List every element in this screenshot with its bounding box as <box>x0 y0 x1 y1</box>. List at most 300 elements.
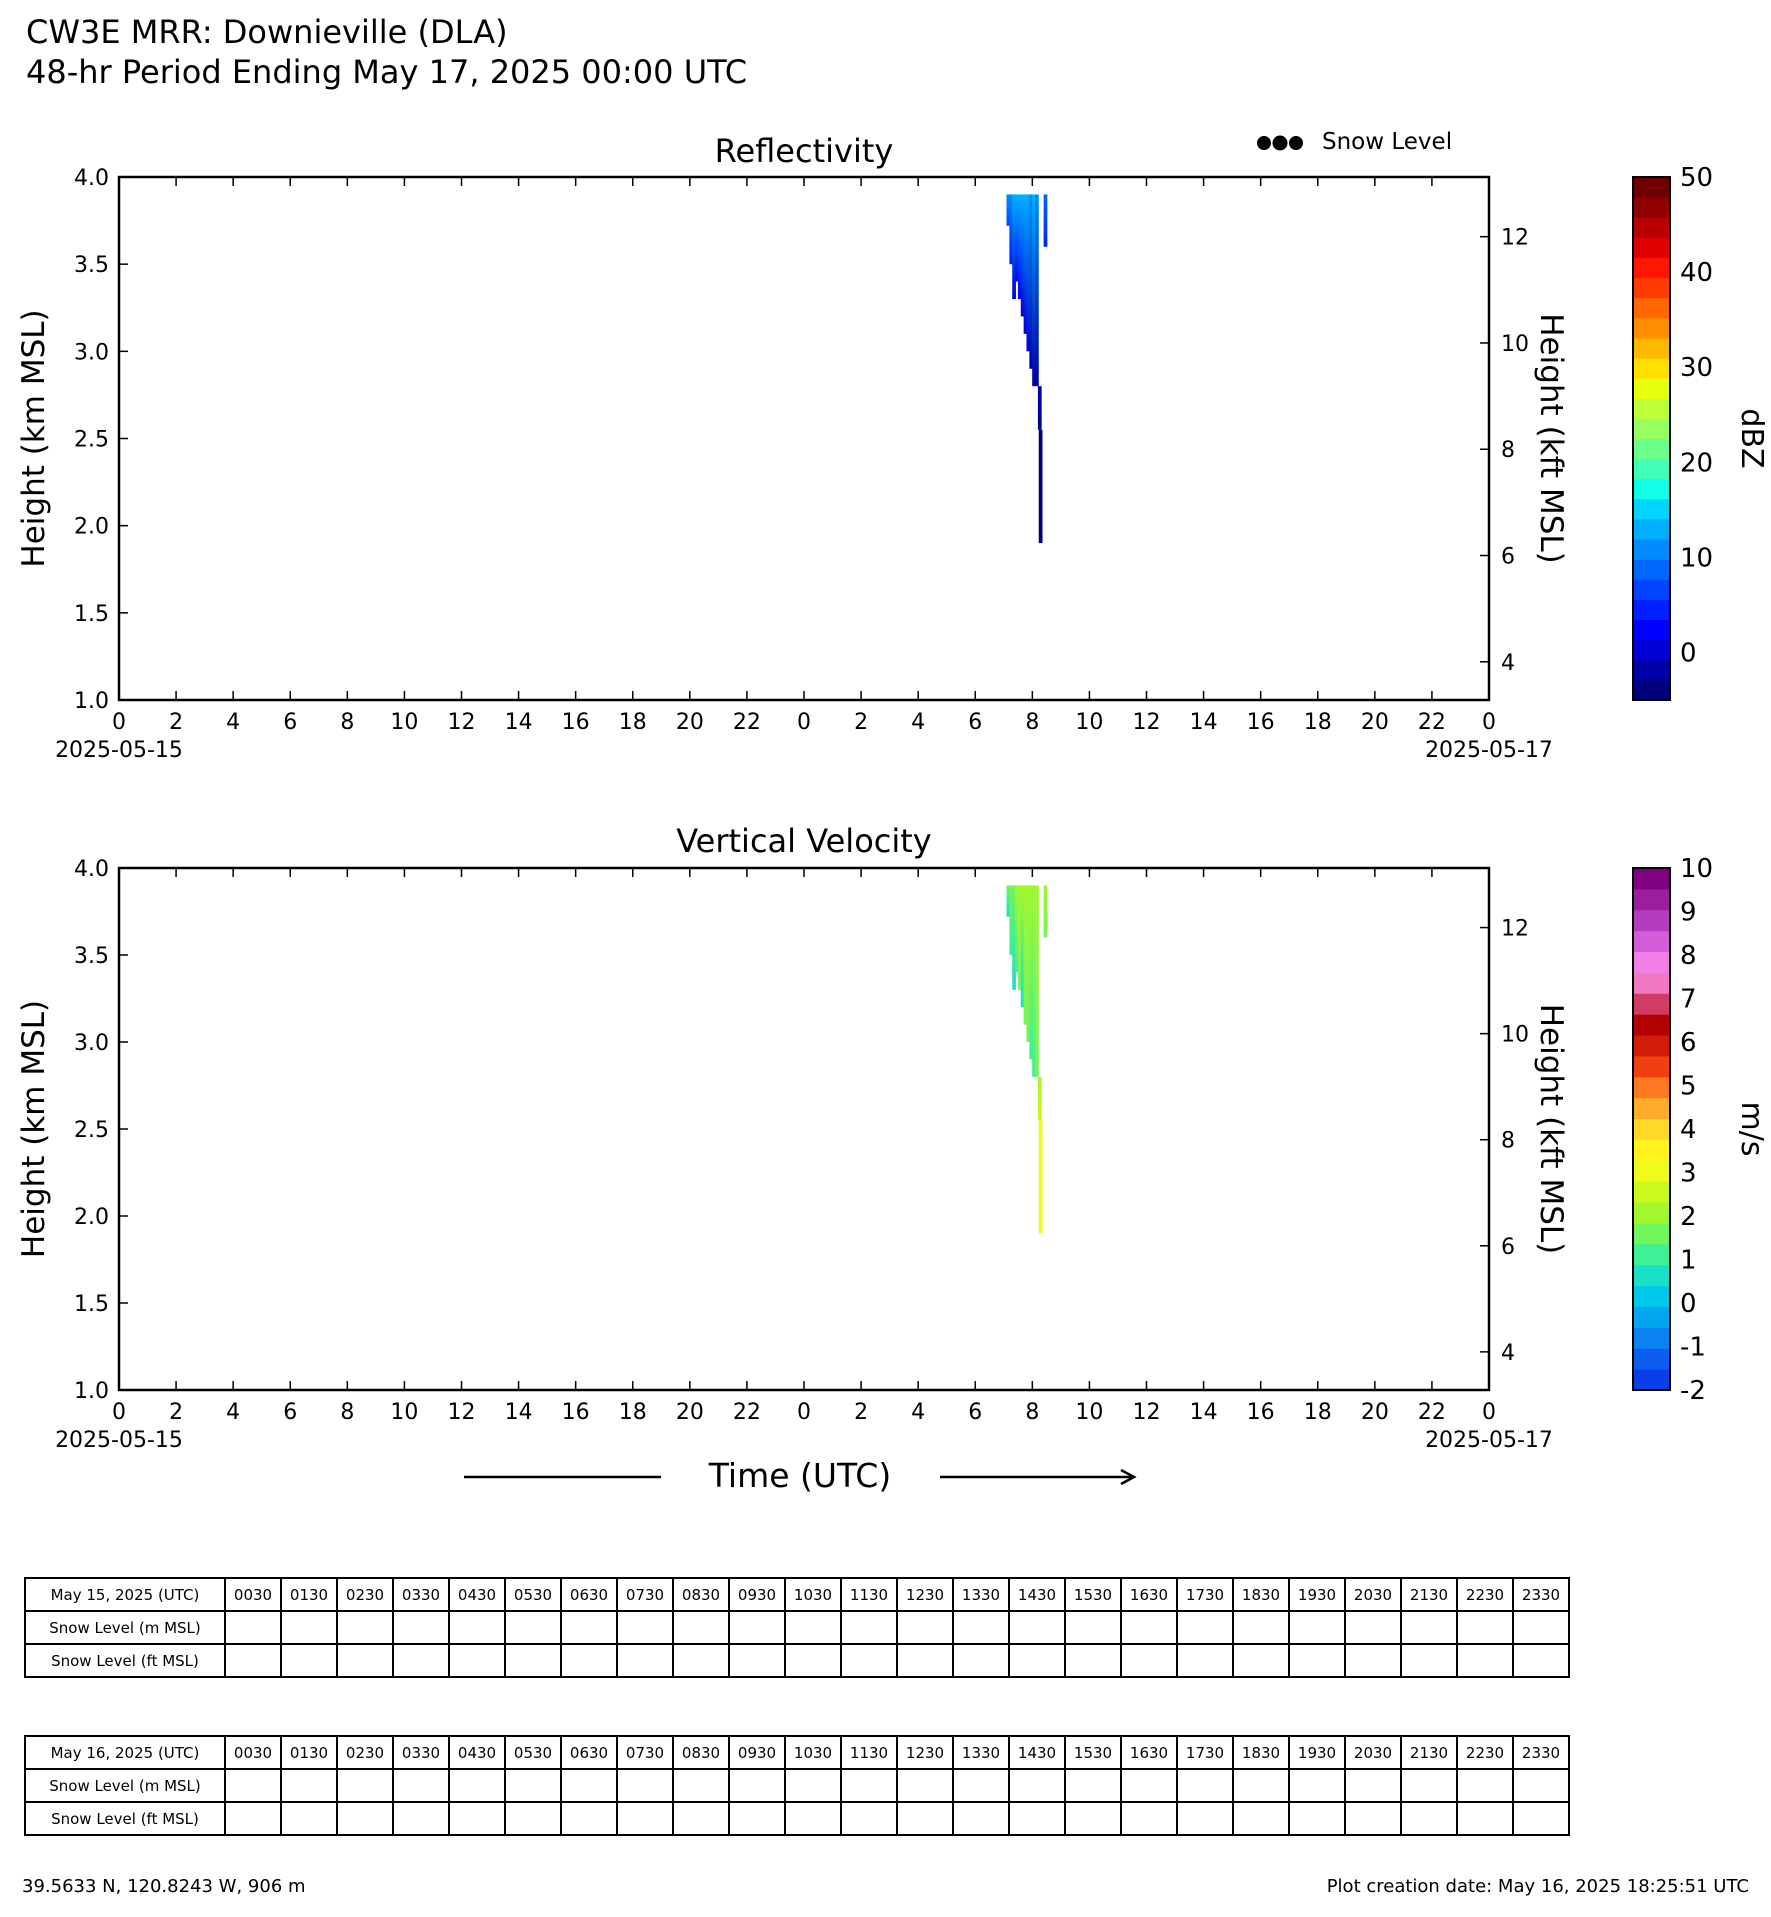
table-cell <box>841 1802 897 1835</box>
colorbar-segment <box>1633 1223 1670 1244</box>
table-cell <box>1121 1644 1177 1677</box>
colorbar-segment <box>1633 197 1670 218</box>
table-date-header: May 16, 2025 (UTC) <box>25 1736 225 1769</box>
table-header-row <box>25 1736 1569 1769</box>
colorbar-segment <box>1633 1369 1670 1390</box>
table-cell <box>337 1611 393 1644</box>
colorbar-segment <box>1633 1265 1670 1286</box>
table-cell <box>1065 1802 1121 1835</box>
x-tick-label: 4 <box>226 710 241 735</box>
colorbar-segment <box>1633 993 1670 1014</box>
x-tick-label: 16 <box>561 1400 590 1425</box>
table-cell <box>1233 1644 1289 1677</box>
table-time-header: 0930 <box>729 1736 785 1769</box>
colorbar-tick-label: 10 <box>1680 543 1714 574</box>
colorbar-tick-label: 30 <box>1680 353 1714 384</box>
table-cell <box>1345 1769 1401 1802</box>
table-time-header: 1230 <box>897 1736 953 1769</box>
y-tick-right-label: 6 <box>1501 1234 1515 1260</box>
table-cell <box>449 1769 505 1802</box>
table-time-header: 1330 <box>953 1736 1009 1769</box>
colorbar-segment <box>1633 177 1670 198</box>
table-cell <box>1513 1802 1569 1835</box>
table-cell <box>953 1644 1009 1677</box>
colorbar <box>1633 854 1769 1406</box>
table-time-header: 0030 <box>225 1578 281 1611</box>
x-tick-label: 6 <box>968 1400 983 1425</box>
colorbar-tick-label: -1 <box>1680 1332 1706 1363</box>
x-tick-label: 0 <box>797 710 811 735</box>
x-tick-label: 2 <box>169 710 184 735</box>
colorbar-tick-label: 4 <box>1680 1115 1697 1145</box>
x-tick-label: 0 <box>112 710 126 735</box>
table-cell <box>337 1644 393 1677</box>
table-time-header: 1530 <box>1065 1578 1121 1611</box>
table-cell <box>841 1769 897 1802</box>
table-cell <box>1177 1769 1233 1802</box>
table-cell <box>1009 1611 1065 1644</box>
x-tick-label: 12 <box>1132 1400 1161 1425</box>
figure-title: CW3E MRR: Downieville (DLA) <box>26 13 508 51</box>
table-cell <box>1009 1802 1065 1835</box>
colorbar-segment <box>1633 539 1670 560</box>
table-time-header: 1230 <box>897 1578 953 1611</box>
table-cell <box>1009 1644 1065 1677</box>
colorbar-segment <box>1633 278 1670 299</box>
table-cell <box>1513 1644 1569 1677</box>
colorbar-label: m/s <box>1734 1101 1769 1157</box>
table-row <box>25 1611 1569 1644</box>
x-tick-label: 22 <box>1417 1400 1446 1425</box>
colorbar-segment <box>1633 1160 1670 1181</box>
table-time-header: 2230 <box>1457 1736 1513 1769</box>
data-column <box>1035 885 1039 1076</box>
table-header-row <box>25 1578 1569 1611</box>
reflectivity-panel <box>16 132 1769 763</box>
x-tick-label: 22 <box>732 1400 761 1425</box>
table-time-header: 1830 <box>1233 1578 1289 1611</box>
colorbar-segment <box>1633 418 1670 439</box>
x-tick-label: 16 <box>1246 1400 1275 1425</box>
table-time-header: 1030 <box>785 1578 841 1611</box>
colorbar-segment <box>1633 889 1670 910</box>
y-tick-label: 3.5 <box>74 944 109 969</box>
panel-title: Reflectivity <box>714 132 894 170</box>
table-cell <box>449 1802 505 1835</box>
table-time-header: 0930 <box>729 1578 785 1611</box>
table-cell <box>393 1802 449 1835</box>
x-tick-label: 22 <box>1417 710 1446 735</box>
table-time-header: 0830 <box>673 1578 729 1611</box>
x-tick-label: 4 <box>226 1400 241 1425</box>
table-cell <box>1233 1802 1289 1835</box>
y-tick-label: 1.0 <box>74 689 109 714</box>
table-cell <box>729 1644 785 1677</box>
table-row-label: Snow Level (ft MSL) <box>25 1802 225 1835</box>
table-cell <box>1289 1769 1345 1802</box>
table-time-header: 0530 <box>505 1736 561 1769</box>
colorbar-segment <box>1633 931 1670 952</box>
table-cell <box>1401 1769 1457 1802</box>
colorbar-segment <box>1633 1098 1670 1119</box>
table-time-header: 0330 <box>393 1736 449 1769</box>
table-cell <box>953 1769 1009 1802</box>
x-tick-label: 10 <box>1075 1400 1104 1425</box>
table-cell <box>281 1611 337 1644</box>
y-tick-label: 2.0 <box>74 514 109 540</box>
table-cell <box>785 1611 841 1644</box>
x-tick-label: 12 <box>1132 710 1161 735</box>
colorbar-segment <box>1633 1202 1670 1223</box>
y-tick-right-label: 12 <box>1501 225 1529 251</box>
y-axis-right-label: Height (kft MSL) <box>1533 313 1569 564</box>
colorbar-tick-label: 0 <box>1680 638 1697 669</box>
colorbar-segment <box>1633 1348 1670 1369</box>
colorbar-tick-label: 2 <box>1680 1202 1697 1232</box>
table-cell <box>337 1802 393 1835</box>
colorbar-segment <box>1633 868 1670 889</box>
x-tick-label: 18 <box>1303 1400 1332 1425</box>
y-tick-right-label: 4 <box>1501 1340 1515 1366</box>
snow-level-marker-icon <box>1289 136 1303 150</box>
table-cell <box>785 1802 841 1835</box>
table-cell <box>1065 1769 1121 1802</box>
x-tick-label: 6 <box>968 710 983 735</box>
table-cell <box>1233 1769 1289 1802</box>
table-cell <box>337 1769 393 1802</box>
x-tick-label: 4 <box>911 710 926 735</box>
colorbar-segment <box>1633 378 1670 399</box>
table-cell <box>393 1611 449 1644</box>
x-tick-label: 18 <box>618 710 647 735</box>
y-tick-label: 3.0 <box>74 340 109 366</box>
table-cell <box>505 1769 561 1802</box>
table-cell <box>617 1802 673 1835</box>
table-time-header: 0630 <box>561 1736 617 1769</box>
snow-level-table-day2 <box>24 1735 1570 1836</box>
data-column <box>1039 1120 1043 1233</box>
colorbar-segment <box>1633 559 1670 580</box>
colorbar-segment <box>1633 318 1670 339</box>
y-tick-label: 2.5 <box>74 1118 109 1143</box>
colorbar-tick-label: 3 <box>1680 1158 1697 1189</box>
table-cell <box>897 1802 953 1835</box>
colorbar-label: dBZ <box>1734 408 1769 469</box>
table-cell <box>1121 1611 1177 1644</box>
table-cell <box>449 1611 505 1644</box>
colorbar-segment <box>1633 1181 1670 1202</box>
table-cell <box>561 1644 617 1677</box>
plot-frame <box>119 868 1489 1390</box>
table-time-header: 1930 <box>1289 1578 1345 1611</box>
colorbar-segment <box>1633 660 1670 681</box>
table-cell <box>1401 1802 1457 1835</box>
y-tick-label: 1.5 <box>74 601 109 627</box>
table-time-header: 0430 <box>449 1736 505 1769</box>
table-time-header: 1130 <box>841 1736 897 1769</box>
y-tick-right-label: 8 <box>1501 438 1515 464</box>
table-cell <box>1289 1802 1345 1835</box>
snow-level-legend <box>1257 129 1452 155</box>
table-cell <box>1401 1611 1457 1644</box>
colorbar-tick-label: 8 <box>1680 941 1697 971</box>
table-time-header: 2230 <box>1457 1578 1513 1611</box>
x-tick-label: 12 <box>447 710 476 735</box>
x-tick-label: 0 <box>1482 710 1496 735</box>
data-column <box>1044 194 1048 246</box>
y-tick-label: 3.0 <box>74 1031 109 1056</box>
table-time-header: 0130 <box>281 1736 337 1769</box>
colorbar-segment <box>1633 1244 1670 1265</box>
table-cell <box>1513 1769 1569 1802</box>
table-cell <box>393 1769 449 1802</box>
table-cell <box>841 1611 897 1644</box>
colorbar-segment <box>1633 479 1670 500</box>
colorbar-segment <box>1633 1286 1670 1307</box>
table-cell <box>1289 1611 1345 1644</box>
colorbar-segment <box>1633 217 1670 238</box>
table-time-header: 0130 <box>281 1578 337 1611</box>
table-cell <box>281 1644 337 1677</box>
table-cell <box>225 1802 281 1835</box>
table-cell <box>897 1769 953 1802</box>
table-cell <box>1177 1802 1233 1835</box>
table-cell <box>673 1611 729 1644</box>
table-cell <box>505 1611 561 1644</box>
x-tick-label: 18 <box>1303 710 1332 735</box>
colorbar-segment <box>1633 599 1670 620</box>
x-tick-label: 4 <box>911 1400 926 1425</box>
table-time-header: 1630 <box>1121 1578 1177 1611</box>
y-tick-right-label: 6 <box>1501 544 1515 570</box>
figure-subtitle: 48-hr Period Ending May 17, 2025 00:00 UTC <box>26 53 748 91</box>
table-cell <box>953 1802 1009 1835</box>
table-cell <box>561 1611 617 1644</box>
table-cell <box>1121 1802 1177 1835</box>
table-time-header: 1630 <box>1121 1736 1177 1769</box>
table-time-header: 2030 <box>1345 1578 1401 1611</box>
colorbar-segment <box>1633 1035 1670 1056</box>
colorbar-segment <box>1633 358 1670 379</box>
x-tick-label: 10 <box>390 1400 419 1425</box>
y-tick-right-label: 4 <box>1501 650 1515 676</box>
table-time-header: 0230 <box>337 1736 393 1769</box>
table-cell <box>729 1769 785 1802</box>
table-cell <box>785 1644 841 1677</box>
colorbar-segment <box>1633 579 1670 600</box>
table-cell <box>1233 1611 1289 1644</box>
colorbar-segment <box>1633 338 1670 359</box>
colorbar-segment <box>1633 499 1670 520</box>
x-tick-label: 2 <box>169 1400 184 1425</box>
x-tick-label: 0 <box>112 1400 126 1425</box>
data-column <box>1044 885 1048 937</box>
table-cell <box>393 1644 449 1677</box>
colorbar-tick-label: 40 <box>1680 258 1714 289</box>
table-cell <box>449 1644 505 1677</box>
table-time-header: 0530 <box>505 1578 561 1611</box>
table-cell <box>673 1644 729 1677</box>
station-location: 39.5633 N, 120.8243 W, 906 m <box>22 1876 306 1897</box>
y-tick-label: 4.0 <box>74 166 109 191</box>
table-cell <box>1065 1611 1121 1644</box>
table-cell <box>673 1769 729 1802</box>
table-time-header: 1130 <box>841 1578 897 1611</box>
y-tick-right-label: 10 <box>1501 331 1529 357</box>
table-time-header: 2130 <box>1401 1578 1457 1611</box>
colorbar-segment <box>1633 257 1670 278</box>
plot-creation-date: Plot creation date: May 16, 2025 18:25:51 UTC <box>1326 1876 1749 1897</box>
table-time-header: 0730 <box>617 1578 673 1611</box>
x-tick-label: 14 <box>1189 710 1218 735</box>
table-cell <box>1457 1769 1513 1802</box>
x-tick-label: 2 <box>854 1400 869 1425</box>
table-time-header: 0230 <box>337 1578 393 1611</box>
table-time-header: 1930 <box>1289 1736 1345 1769</box>
y-tick-right-label: 8 <box>1501 1128 1515 1154</box>
table-cell <box>225 1611 281 1644</box>
colorbar-tick-label: 9 <box>1680 897 1697 928</box>
x-axis-label: Time (UTC) <box>708 1456 892 1495</box>
data-column <box>1039 430 1043 543</box>
table-row-label: Snow Level (m MSL) <box>25 1769 225 1802</box>
x-tick-label: 6 <box>283 1400 298 1425</box>
table-row <box>25 1769 1569 1802</box>
x-tick-label: 8 <box>340 1400 355 1425</box>
colorbar-tick-label: 50 <box>1680 163 1714 193</box>
y-tick-label: 3.5 <box>74 253 109 279</box>
x-tick-label: 10 <box>1075 710 1104 735</box>
table-time-header: 1030 <box>785 1736 841 1769</box>
table-cell <box>505 1644 561 1677</box>
colorbar-segment <box>1633 1119 1670 1140</box>
colorbar-segment <box>1633 952 1670 973</box>
legend-label: Snow Level <box>1322 129 1453 155</box>
table-cell <box>897 1644 953 1677</box>
table-cell <box>281 1802 337 1835</box>
table-cell <box>897 1611 953 1644</box>
table-cell <box>1289 1644 1345 1677</box>
table-time-header: 1830 <box>1233 1736 1289 1769</box>
start-date-label: 2025-05-15 <box>55 738 183 763</box>
x-tick-label: 8 <box>1025 710 1040 735</box>
table-time-header: 1730 <box>1177 1736 1233 1769</box>
colorbar-segment <box>1633 237 1670 258</box>
table-cell <box>617 1769 673 1802</box>
x-tick-label: 8 <box>340 710 355 735</box>
x-tick-label: 6 <box>283 710 298 735</box>
table-cell <box>1009 1769 1065 1802</box>
y-tick-right-label: 12 <box>1501 916 1529 942</box>
colorbar-segment <box>1633 398 1670 419</box>
colorbar-segment <box>1633 640 1670 661</box>
colorbar-segment <box>1633 439 1670 460</box>
colorbar <box>1633 163 1769 701</box>
table-cell <box>729 1611 785 1644</box>
table-time-header: 0330 <box>393 1578 449 1611</box>
y-tick-right-label: 10 <box>1501 1022 1529 1048</box>
table-cell <box>1065 1644 1121 1677</box>
table-cell <box>1345 1644 1401 1677</box>
table-time-header: 0030 <box>225 1736 281 1769</box>
x-tick-label: 16 <box>1246 710 1275 735</box>
table-time-header: 1730 <box>1177 1578 1233 1611</box>
table-cell <box>1457 1644 1513 1677</box>
x-tick-label: 2 <box>854 710 869 735</box>
table-row <box>25 1644 1569 1677</box>
table-time-header: 2330 <box>1513 1736 1569 1769</box>
colorbar-segment <box>1633 972 1670 993</box>
y-tick-label: 2.5 <box>74 427 109 453</box>
table-cell <box>617 1611 673 1644</box>
colorbar-segment <box>1633 1139 1670 1160</box>
x-tick-label: 20 <box>675 1400 704 1425</box>
colorbar-segment <box>1633 620 1670 641</box>
colorbar-segment <box>1633 459 1670 480</box>
colorbar-segment <box>1633 519 1670 540</box>
colorbar-tick-label: 5 <box>1680 1071 1697 1102</box>
x-tick-label: 14 <box>504 710 533 735</box>
table-cell <box>1513 1611 1569 1644</box>
y-tick-label: 1.0 <box>74 1379 109 1404</box>
table-cell <box>729 1802 785 1835</box>
x-tick-label: 20 <box>1360 1400 1389 1425</box>
table-cell <box>1457 1802 1513 1835</box>
table-cell <box>785 1769 841 1802</box>
y-tick-label: 1.5 <box>74 1292 109 1317</box>
table-row-label: Snow Level (ft MSL) <box>25 1644 225 1677</box>
colorbar-segment <box>1633 1077 1670 1098</box>
table-cell <box>561 1802 617 1835</box>
table-cell <box>1345 1611 1401 1644</box>
y-axis-right-label: Height (kft MSL) <box>1533 1003 1569 1255</box>
data-column <box>1038 386 1042 430</box>
snow-level-marker-icon <box>1257 136 1271 150</box>
colorbar-segment <box>1633 1014 1670 1035</box>
x-tick-label: 8 <box>1025 1400 1040 1425</box>
y-axis-label: Height (km MSL) <box>16 999 52 1259</box>
x-tick-label: 10 <box>390 710 419 735</box>
x-tick-label: 20 <box>675 710 704 735</box>
snow-level-table-day1 <box>24 1577 1570 1678</box>
colorbar-segment <box>1633 680 1670 701</box>
y-tick-label: 4.0 <box>74 857 109 882</box>
x-tick-label: 14 <box>504 1400 533 1425</box>
table-cell <box>225 1644 281 1677</box>
table-time-header: 0430 <box>449 1578 505 1611</box>
colorbar-tick-label: 0 <box>1680 1289 1697 1319</box>
colorbar-segment <box>1633 1056 1670 1077</box>
colorbar-tick-label: -2 <box>1680 1376 1706 1406</box>
table-cell <box>953 1611 1009 1644</box>
y-tick-label: 2.0 <box>74 1205 109 1230</box>
x-tick-label: 0 <box>1482 1400 1496 1425</box>
colorbar-tick-label: 20 <box>1680 448 1714 479</box>
table-row-label: Snow Level (m MSL) <box>25 1611 225 1644</box>
table-cell <box>1177 1644 1233 1677</box>
table-time-header: 0830 <box>673 1736 729 1769</box>
plot-frame <box>119 177 1489 700</box>
table-time-header: 0630 <box>561 1578 617 1611</box>
start-date-label: 2025-05-15 <box>55 1428 183 1453</box>
colorbar-tick-label: 10 <box>1680 854 1714 884</box>
table-cell <box>225 1769 281 1802</box>
table-time-header: 2130 <box>1401 1736 1457 1769</box>
table-cell <box>617 1644 673 1677</box>
data-column <box>1038 1077 1042 1121</box>
table-cell <box>1121 1769 1177 1802</box>
x-tick-label: 20 <box>1360 710 1389 735</box>
